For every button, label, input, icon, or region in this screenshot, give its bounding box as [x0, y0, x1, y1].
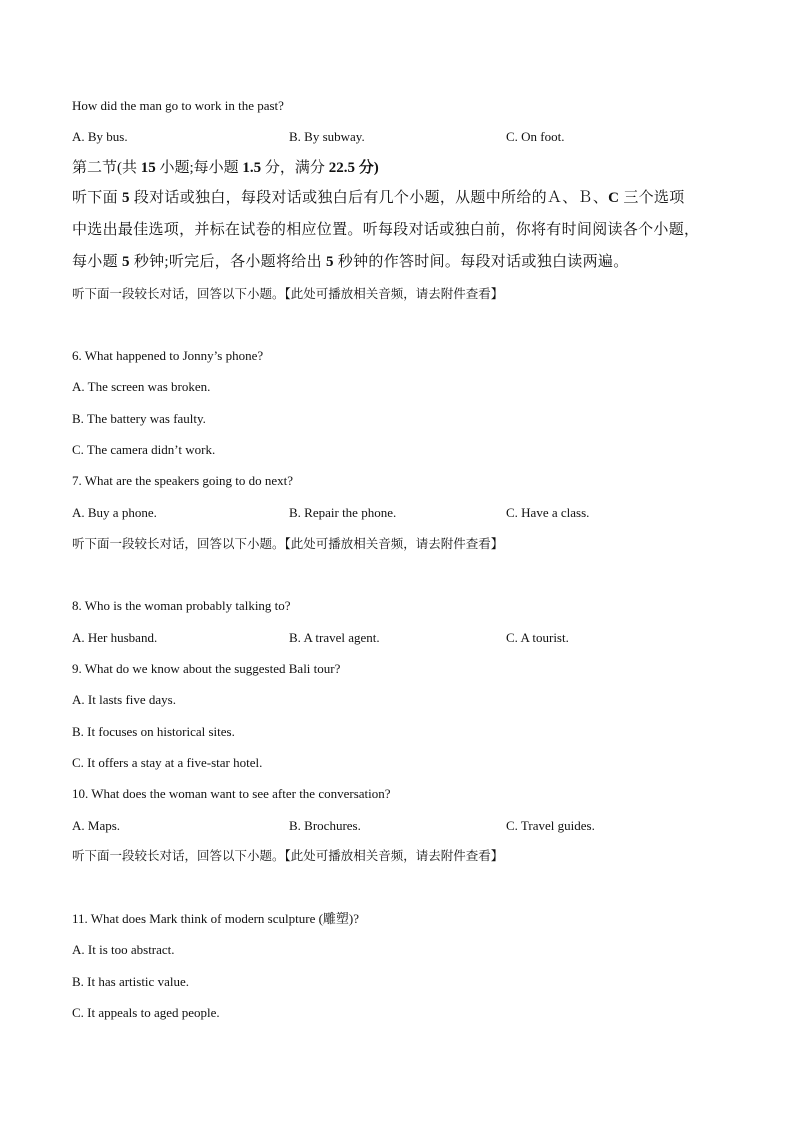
instr-text: 听下面 — [72, 190, 122, 206]
instr-text: 段对话或独白，每段对话或独白后有几个小题，从题中所给的Ａ、Ｂ、 — [129, 190, 609, 206]
question-stem-10: 10. What does the woman want to see after the conversation? — [72, 786, 391, 801]
question-stem-11: 11. What does Mark think of modern sculpture (雕塑)? — [72, 911, 360, 926]
options-row-10 — [0, 818, 794, 834]
section-title-part: 小题;每小题 — [155, 160, 243, 176]
option-c: C. The camera didn’t work. — [72, 442, 216, 457]
question-stem-7: 7. What are the speakers going to do next? — [72, 473, 294, 488]
audio-note: 听下面一段较长对话，回答以下小题。【此处可播放相关音频，请去附件查看】 — [72, 536, 504, 551]
option-a: A. Her husband. — [72, 630, 158, 645]
option-b: B. Repair the phone. — [289, 505, 397, 520]
section-title — [72, 158, 379, 178]
question-stem-8: 8. Who is the woman probably talking to? — [72, 598, 291, 613]
instructions-line-2: 中选出最佳选项，并标在试卷的相应位置。听每段对话或独白前，你将有时间阅读各个小题， — [72, 222, 700, 238]
option-a: A. By bus. — [72, 129, 128, 144]
section-title-part: 第二节(共 — [72, 160, 141, 176]
instructions-line-1 — [72, 182, 724, 214]
instr-text: 每小题 — [72, 254, 122, 270]
section-instructions — [72, 182, 724, 278]
audio-note: 听下面一段较长对话，回答以下小题。【此处可播放相关音频，请去附件查看】 — [72, 286, 504, 301]
instr-text: 秒钟的作答时间。每段对话或独白读两遍。 — [333, 254, 629, 270]
question-stem-9: 9. What do we know about the suggested Bali tour? — [72, 661, 341, 676]
audio-note: 听下面一段较长对话，回答以下小题。【此处可播放相关音频，请去附件查看】 — [72, 848, 504, 863]
option-a: A. Buy a phone. — [72, 505, 157, 520]
option-c: C. Travel guides. — [506, 818, 595, 833]
instr-letter: C — [608, 190, 620, 206]
option-a: A. The screen was broken. — [72, 379, 211, 394]
option-c: C. A tourist. — [506, 630, 569, 645]
option-a: A. Maps. — [72, 818, 121, 833]
section-title-part: 分) — [354, 160, 379, 176]
option-b: B. The battery was faulty. — [72, 411, 206, 426]
instr-num: 5 — [121, 190, 130, 206]
question-stem-prev: How did the man go to work in the past? — [72, 98, 284, 113]
instr-num: 5 — [325, 254, 334, 270]
section-title-total: 22.5 — [328, 160, 355, 176]
option-b: B. Brochures. — [289, 818, 361, 833]
instr-text: 秒钟;听完后，各小题将给出 — [129, 254, 326, 270]
instr-text: 三个选项 — [619, 190, 685, 206]
options-row-7 — [0, 505, 794, 521]
option-a: A. It is too abstract. — [72, 942, 175, 957]
section-title-points: 1.5 — [242, 160, 262, 176]
option-a: A. It lasts five days. — [72, 692, 176, 707]
instructions-line-3 — [72, 246, 724, 278]
question-stem-6: 6. What happened to Jonny’s phone? — [72, 348, 264, 363]
option-c: C. It appeals to aged people. — [72, 1005, 220, 1020]
options-row-8 — [0, 630, 794, 646]
section-title-count: 15 — [140, 160, 156, 176]
option-c: C. On foot. — [506, 129, 565, 144]
options-row-prev — [0, 129, 794, 145]
option-b: B. It has artistic value. — [72, 974, 189, 989]
instr-num: 5 — [121, 254, 130, 270]
option-c: C. It offers a stay at a five-star hotel. — [72, 755, 263, 770]
option-c: C. Have a class. — [506, 505, 590, 520]
option-b: B. It focuses on historical sites. — [72, 724, 235, 739]
option-b: B. By subway. — [289, 129, 365, 144]
option-b: B. A travel agent. — [289, 630, 380, 645]
section-title-part: 分，满分 — [261, 160, 329, 176]
